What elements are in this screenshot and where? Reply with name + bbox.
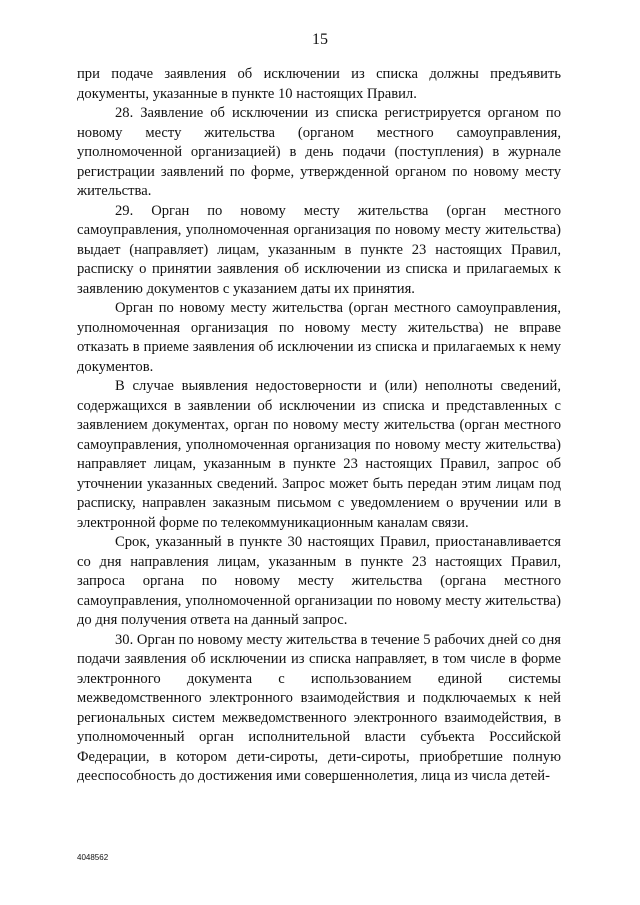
paragraph-continuation: при подаче заявления об исключении из списка должны предъявить документы, указанные в пункте 10 настоящих Правил. — [77, 66, 561, 102]
paragraph-item-30: 30. Орган по новому месту жительства в течение 5 рабочих дней со дня подачи заявления об исключении из списка направляет, в том числе в форме электронного документа с использованием единой системы межведомственного электронного взаимодействия и подключаемых к ней региональных систем межведомственного электронного взаимодействия, в уполномоченный орган исполнительной власти субъекта Российской Федерации, в котором дети-сироты, дети-сироты, приобретшие полную дееспособность до достижения ими совершеннолетия, лица из числа детей- — [77, 631, 561, 784]
document-body — [77, 65, 561, 787]
paragraph-term-suspension: Срок, указанный в пункте 30 настоящих Правил, приостанавливается со дня направления лицам, указанным в пункте 23 настоящих Правил, запроса органа по новому месту жительства (органа местного самоуправления, уполномоченной организации по новому месту жительства) до дня получения ответа на данный запрос. — [77, 534, 561, 628]
paragraph-item-29: 29. Орган по новому месту жительства (орган местного самоуправления, уполномоченная организация по новому месту жительства) выдает (направляет) лицам, указанным в пункте 23 настоящих Правил, расписку о принятии заявления об исключении из списка и прилагаемых к заявлению документов с указанием даты их принятия. — [77, 202, 561, 297]
paragraph-item-28: 28. Заявление об исключении из списка регистрируется органом по новому месту жительства (органом местного самоуправления, уполномоченной организацией) в день подачи (поступления) в журнале регистрации заявлений по форме, утвержденной органом по новому месту жительства. — [77, 105, 561, 199]
paragraph-inaccuracy-request: В случае выявления недостоверности и (или) неполноты сведений, содержащихся в заявлении об исключении из списка и представленных с заявлением документах, орган по новому месту жительства (орган местного самоуправления, уполномоченная организация по новому месту жительства) направляет лицам, указанным в пункте 23 настоящих Правил, запрос об уточнении указанных сведений. Запрос может быть передан этим лицам под расписку, направлен заказным письмом с уведомлением о вручении или в электронной форме по телекоммуникационным каналам связи. — [77, 378, 561, 531]
document-code: 4048562 — [77, 853, 109, 862]
paragraph-no-refusal: Орган по новому месту жительства (орган местного самоуправления, уполномоченная организация по новому месту жительства) не вправе отказать в приеме заявления об исключении из списка и прилагаемых к нему документов. — [77, 300, 561, 375]
page-number: 15 — [312, 31, 328, 48]
